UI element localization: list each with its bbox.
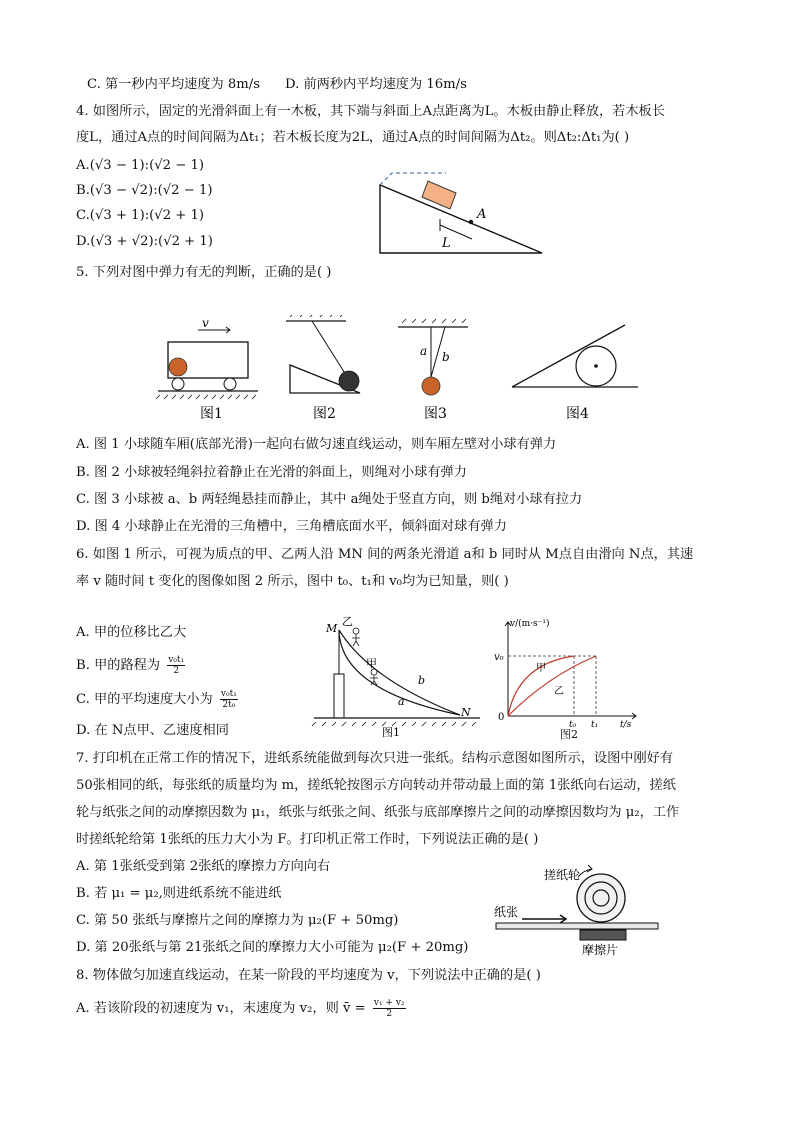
feed-roller bbox=[577, 874, 625, 922]
q7-stem-line2: 50张相同的纸，每张纸的质量均为 m，搓纸轮按图示方向转动并带动最上面的第 1张纸向右运动，搓纸 bbox=[76, 778, 676, 793]
origin-label: 0 bbox=[498, 712, 505, 723]
figure-3-hanging bbox=[398, 319, 468, 422]
q5-option-d: D. 图 4 小球静止在光滑的三角槽中，三角槽底面水平，倾斜面对球有弹力 bbox=[76, 519, 507, 534]
person-jia-label: 甲 bbox=[366, 657, 377, 670]
q7-stem-line3: 轮与纸张之间的动摩擦因数为 μ₁，纸张与纸张之间、纸张与底部摩擦片之间的动摩擦因数均为 μ₂，工作 bbox=[76, 805, 680, 820]
ball-figure-2 bbox=[339, 371, 359, 391]
length-l-label: L bbox=[442, 236, 451, 251]
paper-stack bbox=[496, 923, 658, 929]
friction-pad bbox=[580, 930, 626, 940]
q6-option-c-text: C. 甲的平均速度大小为 bbox=[76, 692, 213, 707]
q4-option-c: C.(√3 + 1):(√2 + 1) bbox=[76, 208, 205, 223]
point-a-label: A bbox=[477, 207, 487, 222]
figure-2-incline bbox=[286, 315, 360, 422]
q7-option-b: B. 若 μ₁ = μ₂,则进纸系统不能进纸 bbox=[76, 886, 282, 901]
q7-printer-figure bbox=[488, 855, 668, 960]
ball-figure-1 bbox=[169, 358, 187, 376]
incline-triangle bbox=[380, 185, 542, 253]
v-axis-label: v/(m·s⁻¹) bbox=[510, 619, 550, 629]
fraction-denominator: 2 bbox=[386, 1009, 393, 1019]
q5-stem: 5. 下列对图中弹力有无的判断，正确的是( ) bbox=[76, 265, 332, 280]
fraction-numerator: v₀t₁ bbox=[168, 655, 185, 665]
rope-a-label: a bbox=[420, 344, 428, 358]
q3-option-c: C. 第一秒内平均速度为 8m/s bbox=[87, 77, 260, 92]
q5-option-c: C. 图 3 小球被 a、b 两轻绳悬挂而静止，其中 a绳处于竖直方向，则 b绳对小球有拉力 bbox=[76, 492, 583, 507]
q4-stem-line2: 度L，通过A点的时间间隔为Δt₁；若木板长度为2L，通过A点的时间间隔为Δt₂。则Δt₂:Δt₁为( ) bbox=[76, 130, 630, 145]
q6-option-b-text: B. 甲的路程为 bbox=[76, 658, 161, 673]
figure-4-caption: 图4 bbox=[566, 406, 589, 422]
q6-stem-line2: 率 v 随时间 t 变化的图像如图 2 所示，图中 t₀、t₁和 v₀均为已知量，则( ) bbox=[76, 574, 509, 589]
q7-stem-line4: 时搓纸轮给第 1张纸的压力大小为 F。打印机正常工作时，下列说法正确的是( ) bbox=[76, 832, 539, 847]
rope-b-label: b bbox=[442, 350, 450, 364]
q7-option-d: D. 第 20张纸与第 21张纸之间的摩擦力大小可能为 μ₂(F + 20mg) bbox=[76, 940, 469, 955]
q4-option-a: A.(√3 − 1):(√2 − 1) bbox=[76, 158, 204, 173]
q6-figure-2-vt-graph bbox=[488, 612, 648, 742]
q6-stem-line1: 6. 如图 1 所示，可视为质点的甲、乙两人沿 MN 间的两条光滑道 a和 b 同时从 M点自由滑向 N点，其速 bbox=[76, 547, 694, 562]
q6-option-a: A. 甲的位移比乙大 bbox=[76, 625, 187, 640]
q7-option-c: C. 第 50 张纸与摩擦片之间的摩擦力为 μ₂(F + 50mg) bbox=[76, 913, 399, 928]
figure-2-caption: 图2 bbox=[560, 728, 578, 741]
fraction-numerator: v₁ + v₂ bbox=[373, 998, 405, 1008]
figure-2-caption: 图2 bbox=[313, 406, 336, 422]
t1-label: t₁ bbox=[591, 720, 599, 730]
curve-jia-label: 甲 bbox=[536, 663, 546, 674]
fraction-denominator: 2t₀ bbox=[222, 700, 236, 710]
q7-stem-line1: 7. 打印机在正常工作的情况下，进纸系统能做到每次只进一张纸。结构示意图如图所示，设图中刚好有 bbox=[76, 751, 674, 766]
q6-option-b-fraction bbox=[167, 655, 185, 676]
q5-option-b: B. 图 2 小球被轻绳斜拉着静止在光滑的斜面上，则绳对小球有弹力 bbox=[76, 465, 467, 480]
figure-3-caption: 图3 bbox=[424, 406, 447, 422]
q6-option-c-fraction bbox=[220, 689, 238, 710]
q6-option-c bbox=[76, 689, 238, 710]
person-yi-label: 乙 bbox=[342, 615, 353, 628]
figure-1-caption: 图1 bbox=[200, 406, 223, 422]
curve-yi bbox=[508, 656, 596, 716]
q7-option-a: A. 第 1张纸受到第 2张纸的摩擦力方向向右 bbox=[76, 859, 331, 874]
point-m-label: M bbox=[326, 622, 338, 635]
q4-option-d: D.(√3 + √2):(√2 + 1) bbox=[76, 234, 213, 249]
q4-incline-figure bbox=[370, 165, 550, 260]
q8-option-a-fraction bbox=[373, 998, 406, 1019]
track-b-label: b bbox=[418, 674, 426, 687]
q8-option-a-text: A. 若该阶段的初速度为 v₁，末速度为 v₂，则 v̄ = bbox=[76, 1001, 366, 1016]
q5-figures bbox=[150, 315, 650, 427]
q8-option-a bbox=[76, 998, 406, 1019]
q6-option-b bbox=[76, 655, 185, 676]
q4-option-b: B.(√3 − √2):(√2 − 1) bbox=[76, 183, 213, 198]
point-n-label: N bbox=[461, 706, 471, 719]
q4-stem-line1: 4. 如图所示，固定的光滑斜面上有一木板，其下端与斜面上A点距离为L。木板由静止释放，若木板长 bbox=[76, 104, 665, 119]
fraction-numerator: v₀t₁ bbox=[220, 689, 237, 699]
figure-1-cart bbox=[156, 316, 258, 422]
q3-option-d: D. 前两秒内平均速度为 16m/s bbox=[285, 77, 467, 92]
q6-option-d: D. 在 N点甲、乙速度相同 bbox=[76, 723, 229, 738]
q8-stem: 8. 物体做匀加速直线运动，在某一阶段的平均速度为 v，下列说法中正确的是( ) bbox=[76, 968, 541, 983]
curve-yi-label: 乙 bbox=[554, 686, 564, 697]
friction-pad-label: 摩擦片 bbox=[582, 943, 619, 957]
roller-label: 搓纸轮 bbox=[544, 868, 581, 882]
v0-label: v₀ bbox=[494, 652, 504, 663]
point-a-dot bbox=[469, 220, 473, 224]
q5-option-a: A. 图 1 小球随车厢(底部光滑)一起向右做匀速直线运动，则车厢左壁对小球有弹力 bbox=[76, 437, 557, 452]
t0-label: t₀ bbox=[569, 720, 577, 730]
track-a-label: a bbox=[398, 695, 405, 708]
figure-1-caption: 图1 bbox=[382, 726, 400, 739]
figure-4-trough bbox=[512, 325, 638, 422]
t-axis-label: t/s bbox=[620, 720, 632, 730]
fraction-denominator: 2 bbox=[173, 666, 180, 676]
velocity-v-label: v bbox=[202, 316, 209, 330]
dashed-board-outline bbox=[380, 173, 446, 185]
paper-label: 纸张 bbox=[494, 905, 519, 919]
q6-figure-1-slides bbox=[310, 612, 490, 742]
ball-figure-3 bbox=[422, 377, 440, 395]
